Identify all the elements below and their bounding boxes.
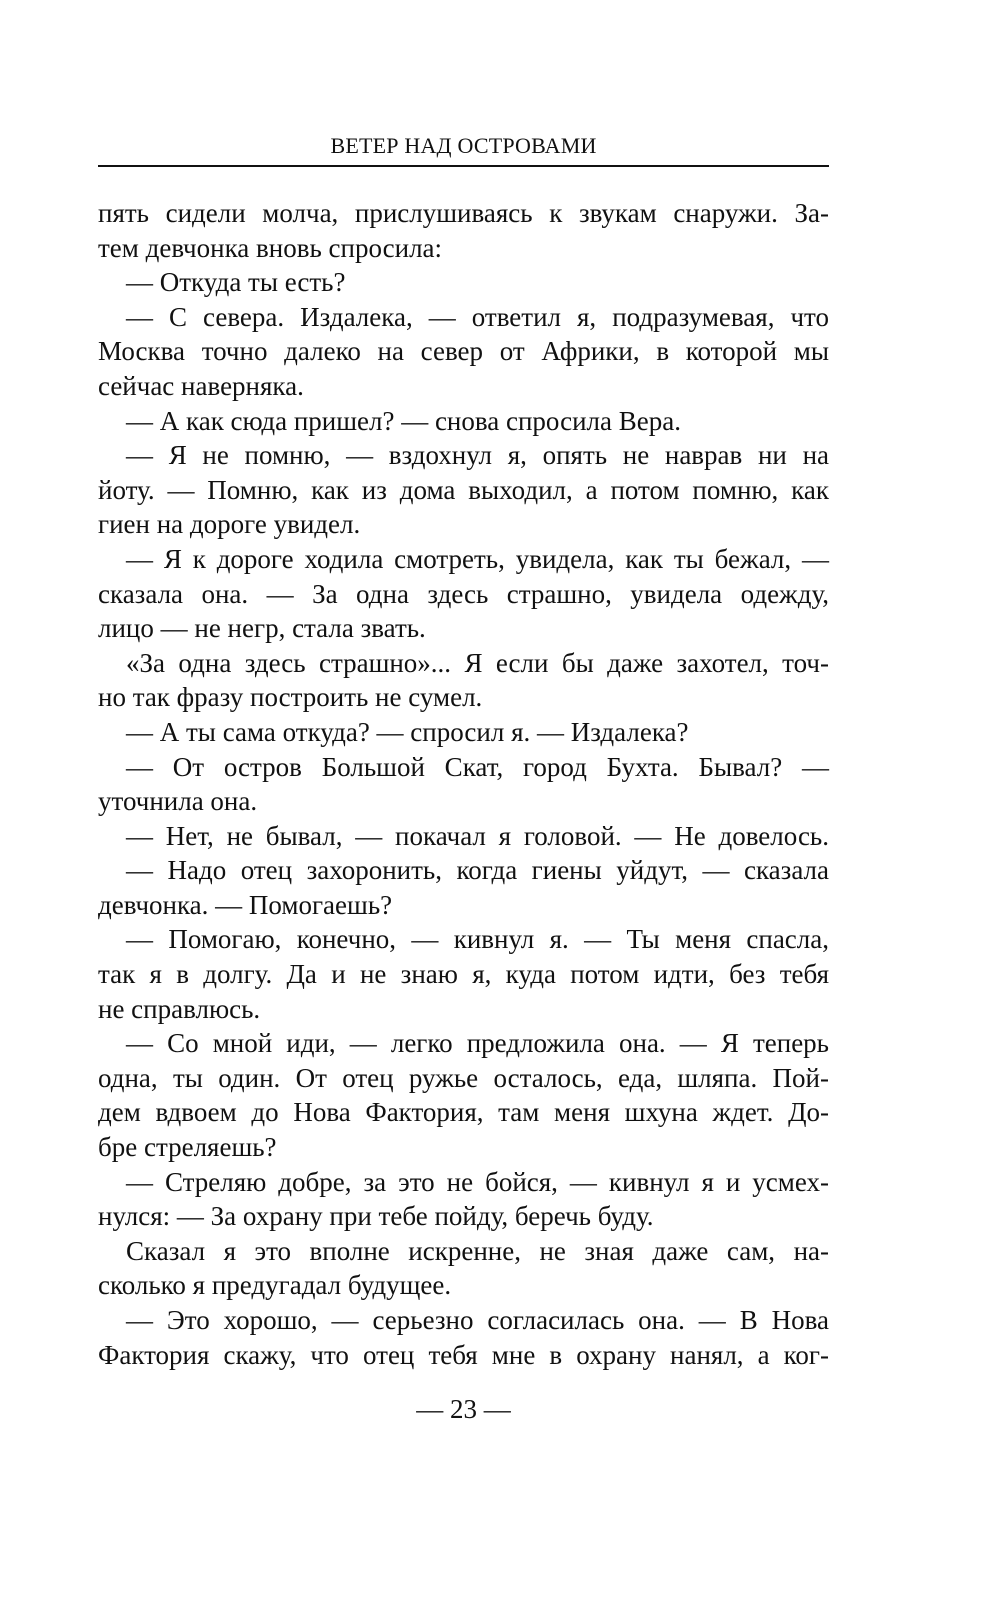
- text-line: — От остров Большой Скат, город Бухта. Бывал? —: [126, 751, 829, 782]
- text-line: — Это хорошо, — серьезно согласилась она. — В Нова: [126, 1305, 829, 1335]
- text-line: нулся: — За охрану при тебе пойду, беречь буду.: [98, 1201, 654, 1232]
- body-text: [98, 196, 829, 1372]
- header-rule: [98, 165, 829, 167]
- text-line: гиен на дороге увидел.: [98, 509, 361, 540]
- text-line: уточнила она.: [98, 786, 258, 817]
- page-number: — 23 —: [416, 1394, 511, 1424]
- text-line: лицо — не негр, стала звать.: [98, 613, 426, 644]
- text-line: пять сидели молча, прислушиваясь к звукам снаружи. За-: [98, 198, 829, 228]
- text-line: сейчас наверняка.: [98, 370, 304, 401]
- text-line: — Я к дороге ходила смотреть, увидела, как ты бежал, —: [126, 543, 829, 574]
- text-line: — С севера. Издалека, — ответил я, подразумевая, что: [126, 301, 829, 332]
- text-line: Фактория скажу, что отец тебя мне в охрану нанял, а ког-: [98, 1339, 829, 1370]
- text-line: не справлюсь.: [98, 993, 261, 1024]
- text-line: «За одна здесь страшно»... Я если бы даже захотел, точ-: [126, 647, 829, 678]
- running-title: ВЕТЕР НАД ОСТРОВАМИ: [330, 133, 597, 158]
- text-line: бре стреляешь?: [98, 1132, 277, 1163]
- text-line: — Откуда ты есть?: [126, 267, 346, 298]
- text-line: тем девчонка вновь спросила:: [98, 232, 443, 263]
- text-line: девчонка. — Помогаешь?: [98, 889, 393, 920]
- text-line: — Помогаю, конечно, — кивнул я. — Ты меня спасла,: [126, 924, 829, 955]
- text-line: — Нет, не бывал, — покачал я головой. — Не довелось.: [126, 820, 829, 851]
- text-line: сказала она. — За одна здесь страшно, увидела одежду,: [98, 578, 829, 609]
- text-line: дем вдвоем до Нова Фактория, там меня шхуна ждет. До-: [98, 1097, 829, 1128]
- text-line: — Со мной иди, — легко предложила она. — Я теперь: [126, 1028, 829, 1059]
- text-line: — А ты сама откуда? — спросил я. — Издалека?: [126, 716, 689, 747]
- text-line: Москва точно далеко на север от Африки, в которой мы: [98, 336, 829, 367]
- text-line: сколько я предугадал будущее.: [98, 1270, 452, 1301]
- text-line: Сказал я это вполне искренне, не зная даже сам, на-: [126, 1235, 829, 1266]
- text-line: так я в долгу. Да и не знаю я, куда потом идти, без тебя: [98, 959, 829, 990]
- text-line: одна, ты один. От отец ружье осталось, еда, шляпа. Пой-: [98, 1062, 829, 1093]
- text-line: — А как сюда пришел? — снова спросила Вера.: [126, 405, 681, 436]
- text-line: но так фразу построить не сумел.: [98, 682, 483, 713]
- text-line: — Надо отец захоронить, когда гиены уйдут, — сказала: [126, 855, 829, 886]
- text-line: — Стреляю добре, за это не бойся, — кивнул я и усмех-: [126, 1166, 829, 1197]
- text-line: — Я не помню, — вздохнул я, опять не наврав ни на: [126, 440, 829, 471]
- text-line: йоту. — Помню, как из дома выходил, а потом помню, как: [98, 474, 829, 505]
